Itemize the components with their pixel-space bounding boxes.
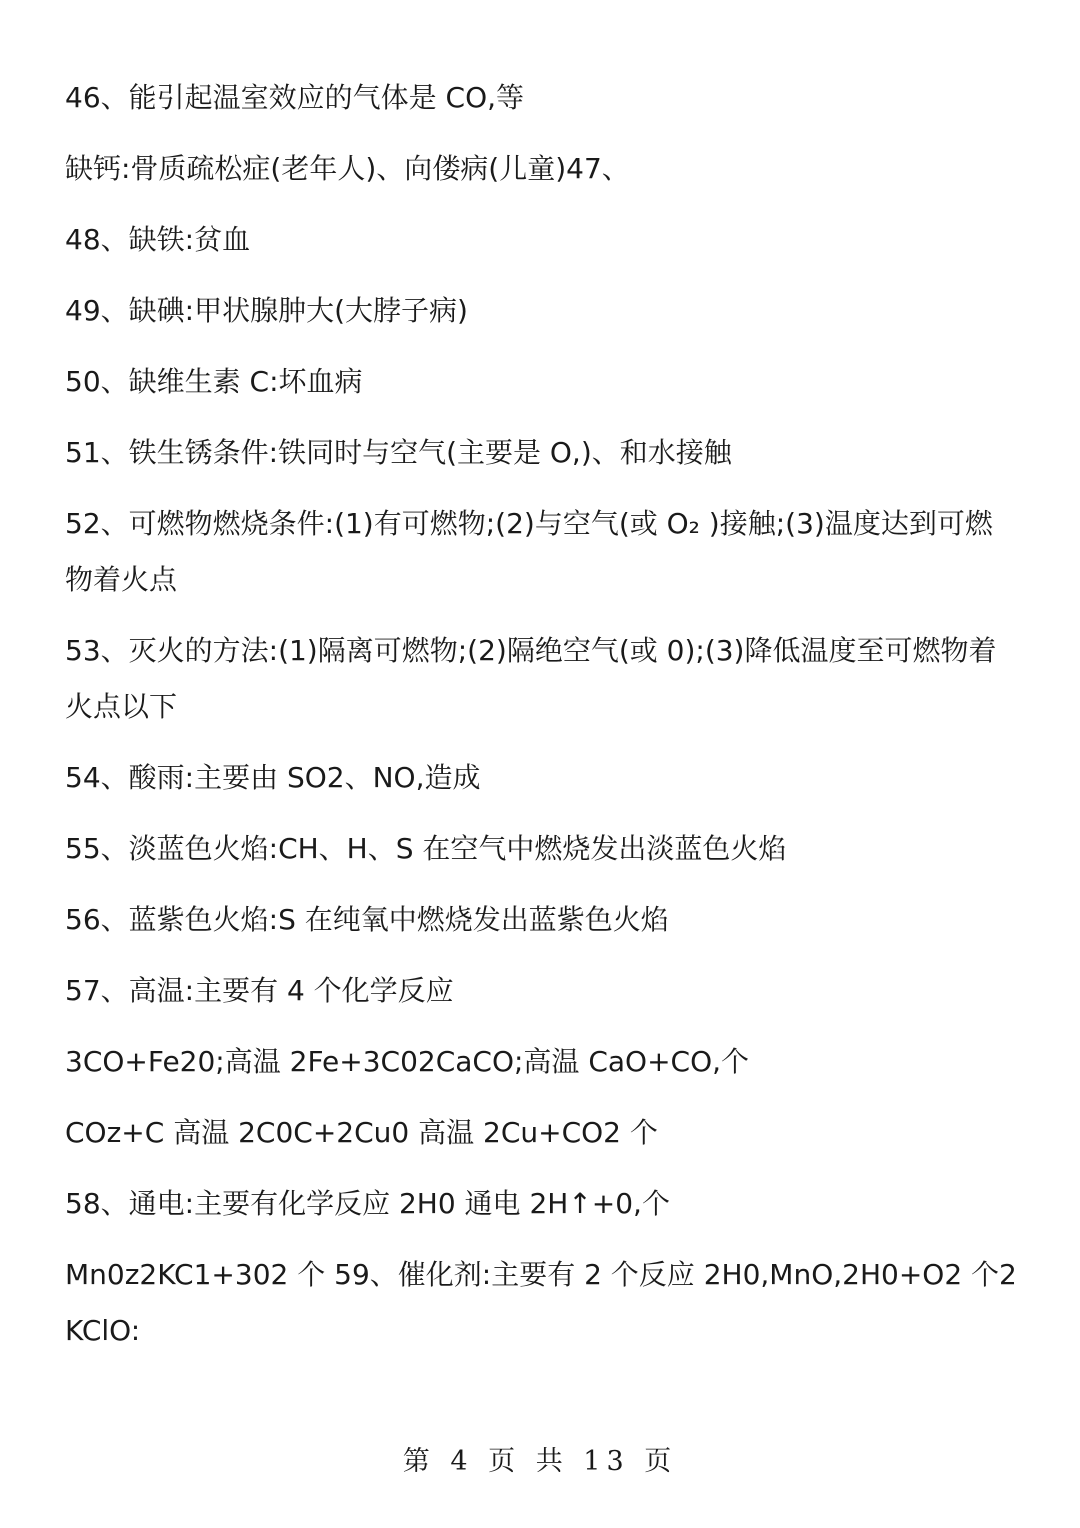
text-line-48: 48、缺铁:贫血 <box>65 223 251 256</box>
document-body <box>65 70 1020 1374</box>
text-line-46: 46、能引起温室效应的气体是 CO,等 <box>65 81 525 114</box>
text-line-51: 51、铁生锈条件:铁同时与空气(主要是 O,)、和水接触 <box>65 436 732 469</box>
text-line-50: 50、缺维生素 C:坏血病 <box>65 365 363 398</box>
text-line-57: 57、高温:主要有 4 个化学反应 <box>65 974 454 1007</box>
text-line-reaction-2: COz+C 高温 2C0C+2Cu0 高温 2Cu+CO2 个 <box>65 1116 658 1149</box>
text-line-55: 55、淡蓝色火焰:CH、H、S 在空气中燃烧发出淡蓝色火焰 <box>65 832 787 865</box>
text-line-58: 58、通电:主要有化学反应 2H0 通电 2H↑+0,个 <box>65 1187 670 1220</box>
text-line-calcium: 缺钙:骨质疏松症(老年人)、向偻病(儿童)47、 <box>65 152 630 185</box>
text-line-49: 49、缺碘:甲状腺肿大(大脖子病) <box>65 294 468 327</box>
text-paragraph-59: Mn0z2KC1+302 个 59、催化剂:主要有 2 个反应 2H0,MnO,2H0+O2 个2KClO: <box>65 1258 1017 1347</box>
text-line-reaction-1: 3CO+Fe20;高温 2Fe+3C02CaCO;高温 CaO+CO,个 <box>65 1045 750 1078</box>
text-line-54: 54、酸雨:主要由 SO2、NO,造成 <box>65 761 481 794</box>
text-paragraph-52: 52、可燃物燃烧条件:(1)有可燃物;(2)与空气(或 O₂ )接触;(3)温度达到可燃物着火点 <box>65 507 993 596</box>
page-number-footer: 第 4 页 共 13 页 <box>402 1446 678 1477</box>
text-paragraph-53: 53、灭火的方法:(1)隔离可燃物;(2)隔绝空气(或 0);(3)降低温度至可燃物着火点以下 <box>65 634 997 723</box>
text-line-56: 56、蓝紫色火焰:S 在纯氧中燃烧发出蓝紫色火焰 <box>65 903 669 936</box>
